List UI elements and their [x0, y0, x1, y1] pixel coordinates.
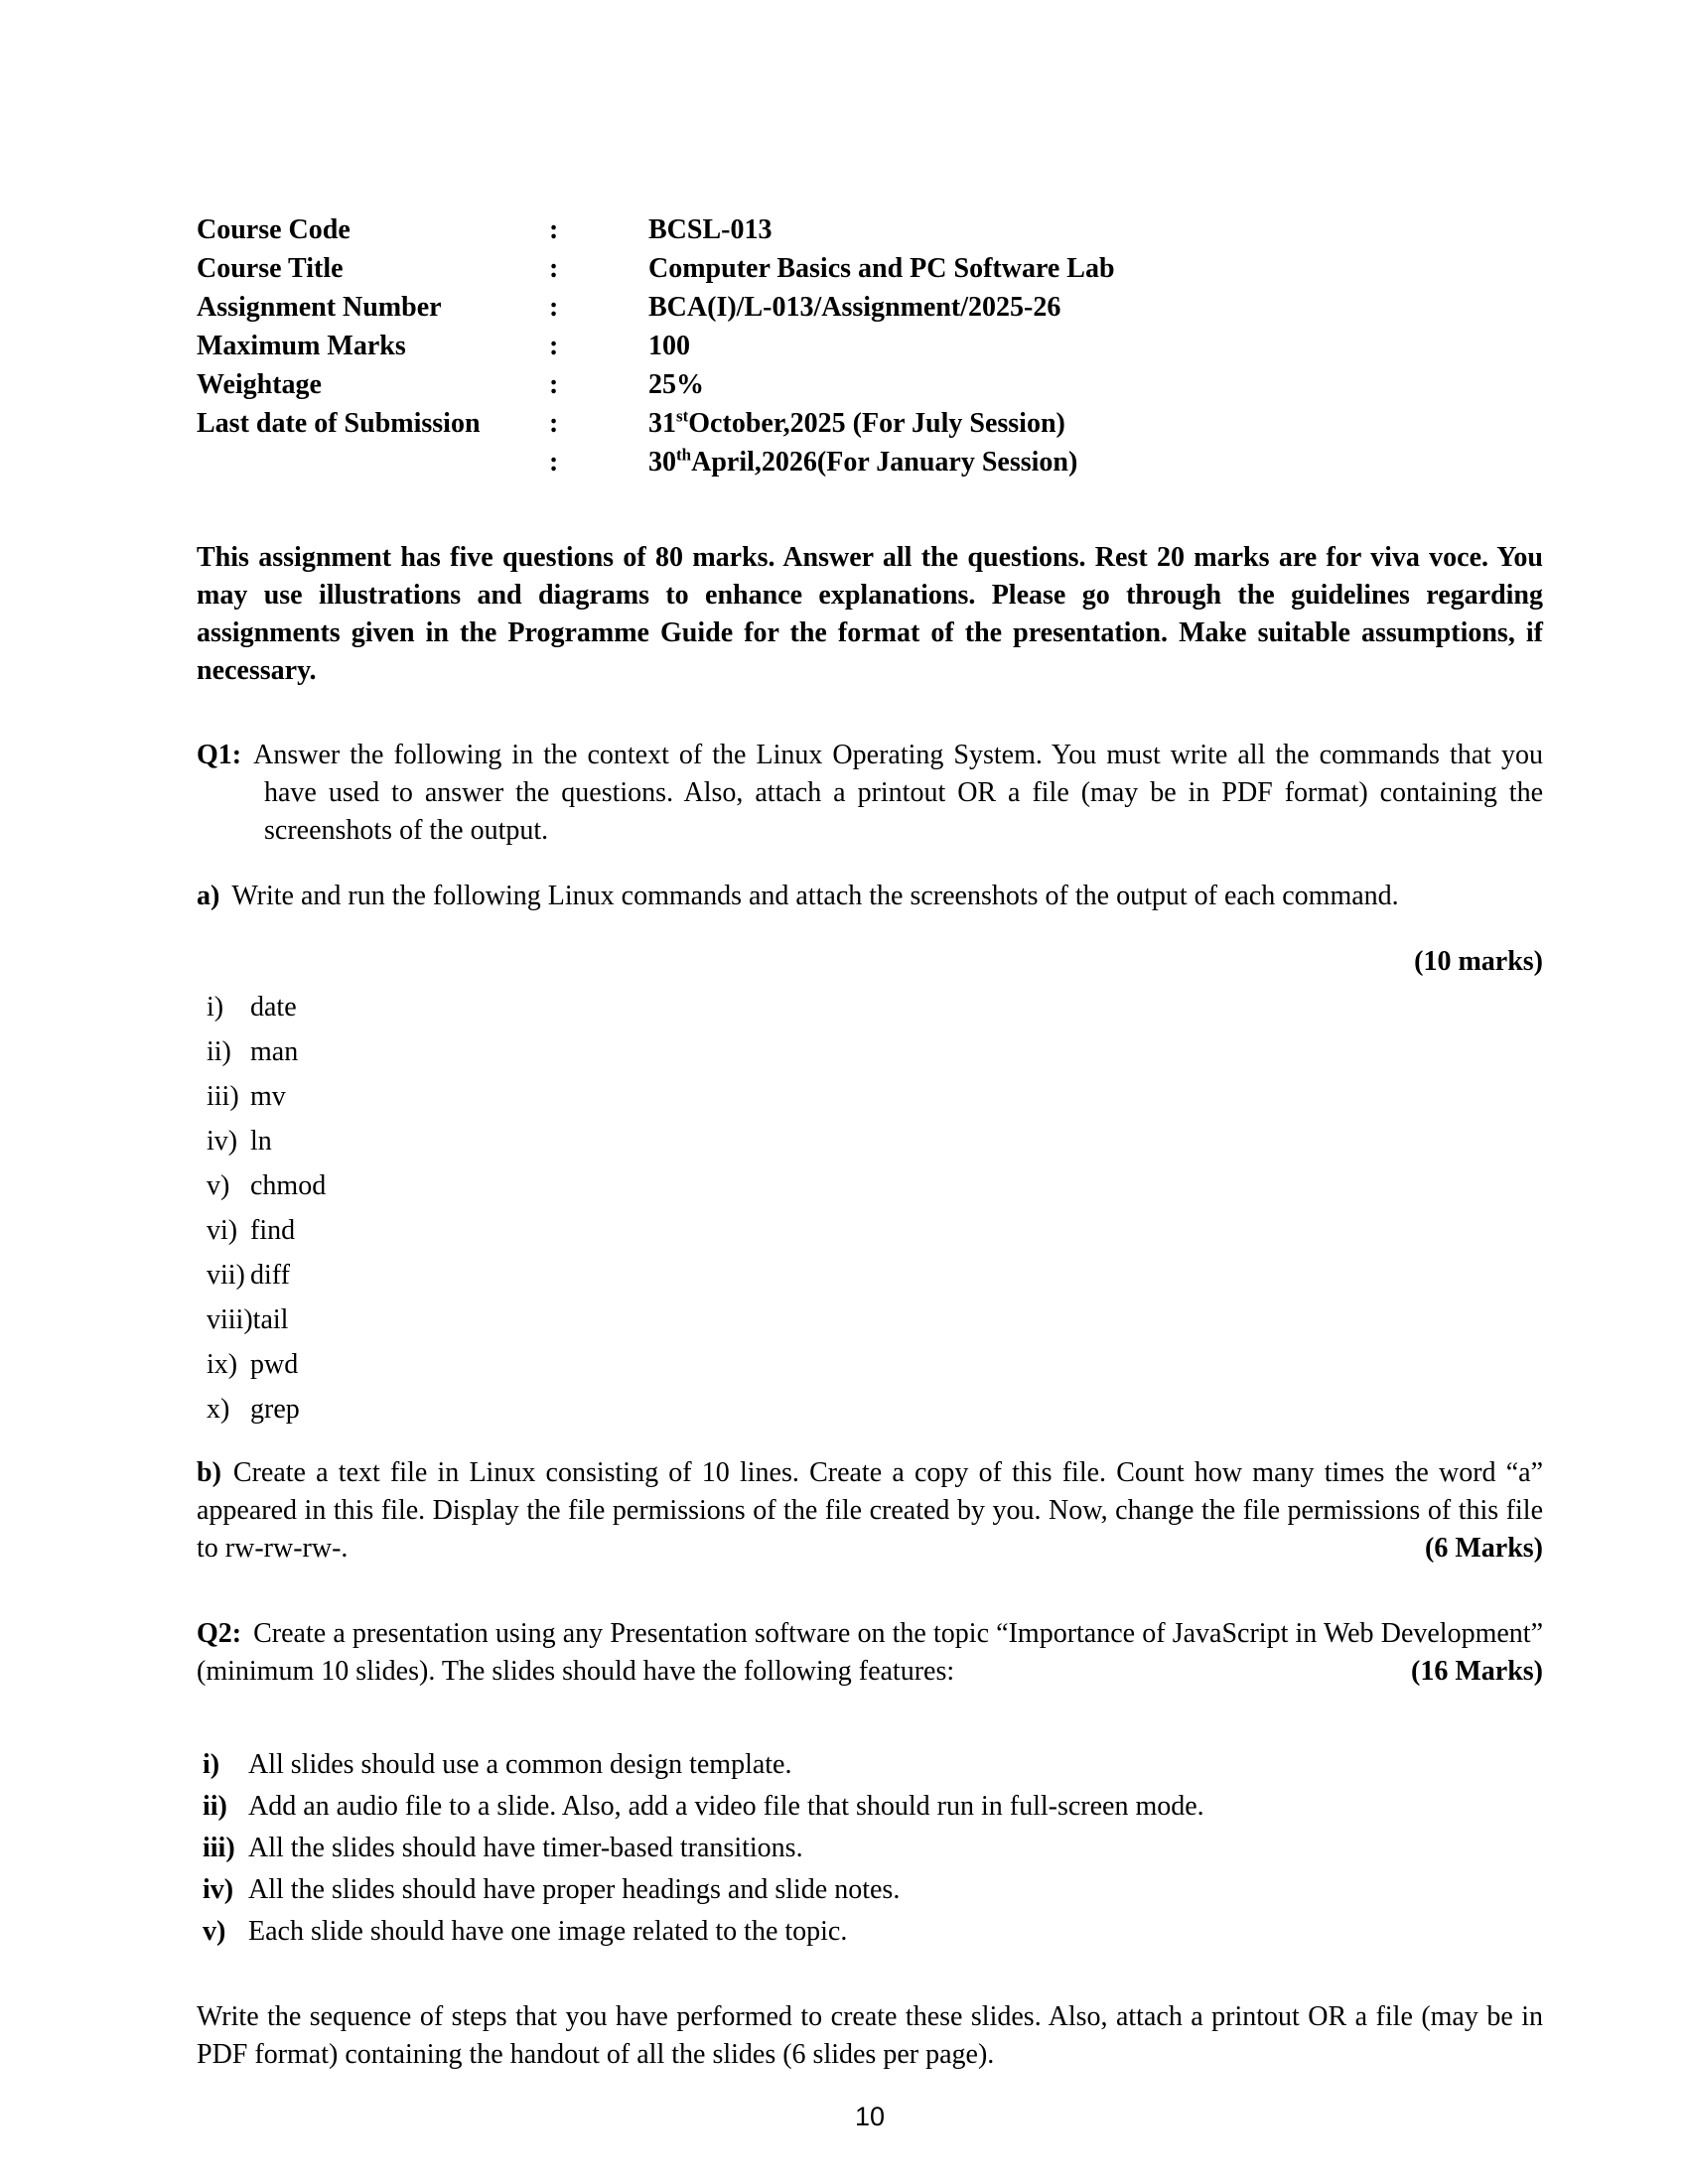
colon-separator: :: [549, 331, 559, 361]
linux-command-list: [197, 989, 1543, 1429]
q1a-label: a): [197, 881, 220, 911]
submission-date-july-row: [197, 404, 1543, 443]
feature-text: All the slides should have proper headings and slide notes.: [248, 1874, 901, 1905]
course-title-value: Computer Basics and PC Software Lab: [648, 253, 1115, 284]
command-name: mv: [250, 1081, 286, 1112]
date-day: 30: [648, 447, 676, 478]
course-title-label: Course Title: [197, 253, 344, 284]
colon-separator: :: [549, 292, 559, 323]
command-name: grep: [250, 1394, 300, 1425]
q1b-label: b): [197, 1457, 221, 1488]
colon-separator: :: [549, 214, 559, 245]
colon-separator: :: [549, 369, 559, 400]
list-numeral: i): [207, 992, 224, 1023]
list-item: [207, 1346, 1543, 1384]
q1-text: Answer the following in the context of the Linux Operating System. You must write all the commands that you have used to answer the questions. Also, attach a printout OR a file (may be in PDF format) containing the screenshots of the output.: [253, 740, 1543, 846]
list-item: [203, 1788, 1543, 1826]
date-ordinal: st: [676, 406, 689, 426]
command-name: find: [250, 1215, 296, 1246]
assignment-number-label: Assignment Number: [197, 292, 442, 323]
weightage-row: [197, 365, 1543, 404]
course-code-row: [197, 210, 1543, 249]
list-item: [207, 1033, 1543, 1071]
list-item: [207, 1212, 1543, 1250]
course-code-value: BCSL-013: [648, 214, 773, 245]
list-item: [203, 1871, 1543, 1909]
q2-text: Create a presentation using any Presentation software on the topic “Importance of JavaScript in Web Development” (minimum 10 slides). The slides should have the following features:: [197, 1618, 1543, 1687]
q1a-paragraph: [197, 878, 1543, 915]
q1a-text: Write and run the following Linux commands and attach the screenshots of the output of each command.: [231, 881, 1399, 911]
colon-separator: :: [549, 408, 559, 439]
feature-text: Each slide should have one image related to the topic.: [248, 1916, 848, 1947]
feature-text: All slides should use a common design template.: [248, 1749, 792, 1780]
command-name: chmod: [250, 1170, 327, 1201]
assignment-number-value: BCA(I)/L-013/Assignment/2025-26: [648, 292, 1061, 323]
q1b-text: Create a text file in Linux consisting of 10 lines. Create a copy of this file. Count how many times the word “a” appeared in this file. Display the file permissions of the file created by you. Now, change the file permissions of this file to rw-rw-rw-.: [197, 1457, 1543, 1564]
course-title-row: [197, 249, 1543, 288]
slide-feature-list: [197, 1746, 1543, 1951]
date-day: 31: [648, 408, 676, 439]
list-item: [203, 1830, 1543, 1867]
list-item: [207, 1078, 1543, 1116]
date-rest: October,2025 (For July Session): [688, 408, 1065, 439]
colon-separator: :: [549, 253, 559, 284]
q1b-paragraph: [197, 1454, 1543, 1568]
page-number: 10: [854, 2102, 886, 2131]
list-numeral: iv): [203, 1874, 234, 1905]
command-name: date: [250, 992, 297, 1023]
course-info-table: [197, 210, 1543, 481]
list-numeral: ii): [207, 1036, 231, 1067]
list-numeral: vi): [207, 1215, 238, 1246]
list-numeral: vii): [207, 1260, 245, 1291]
list-numeral: v): [207, 1170, 230, 1201]
maximum-marks-label: Maximum Marks: [197, 331, 406, 361]
list-numeral: v): [203, 1916, 226, 1947]
list-numeral: i): [203, 1749, 220, 1780]
q2-closing-paragraph: Write the sequence of steps that you have performed to create these slides. Also, attach a printout OR a file (may be in PDF format) containing the handout of all the slides (6 slides per page).: [197, 2001, 1543, 2070]
maximum-marks-row: [197, 327, 1543, 365]
list-item: [207, 989, 1543, 1026]
july-session-date: [648, 404, 1543, 443]
list-item: [207, 1301, 1543, 1339]
list-numeral: viii): [207, 1304, 253, 1335]
empty-label: [197, 443, 549, 481]
assignment-page: [197, 0, 1543, 2132]
list-numeral: x): [207, 1394, 230, 1425]
feature-text: Add an audio file to a slide. Also, add a video file that should run in full-screen mode.: [248, 1791, 1204, 1822]
date-rest: April,2026(For January Session): [691, 447, 1078, 478]
colon-separator: :: [549, 447, 559, 478]
command-name: diff: [250, 1260, 290, 1291]
course-code-label: Course Code: [197, 214, 351, 245]
command-name: pwd: [250, 1349, 299, 1380]
january-session-date: [648, 443, 1543, 481]
list-numeral: ix): [207, 1349, 238, 1380]
q1b-marks: (6 Marks): [1425, 1533, 1543, 1564]
command-name: tail: [252, 1304, 289, 1335]
date-ordinal: th: [676, 445, 692, 465]
list-numeral: iv): [207, 1126, 238, 1157]
assignment-number-row: [197, 288, 1543, 327]
q2-paragraph: [197, 1615, 1543, 1691]
list-item: [203, 1746, 1543, 1784]
q1-paragraph: [197, 737, 1543, 850]
list-numeral: iii): [207, 1081, 239, 1112]
q1-label: Q1:: [197, 740, 242, 770]
list-numeral: iii): [203, 1833, 235, 1863]
q2-label: Q2:: [197, 1618, 242, 1649]
last-date-label: Last date of Submission: [197, 408, 481, 439]
list-item: [207, 1167, 1543, 1205]
list-item: [207, 1123, 1543, 1160]
submission-date-january-row: [197, 443, 1543, 481]
list-item: [207, 1391, 1543, 1429]
instructions-paragraph: This assignment has five questions of 80 marks. Answer all the questions. Rest 20 marks are for viva voce. You may use illustrations and diagrams to enhance explanations. Please go through the guidelines regarding assignments given in the Programme Guide for the format of the presentation. Make suitable assumptions, if necessary.: [197, 542, 1543, 686]
command-name: ln: [250, 1126, 272, 1157]
command-name: man: [250, 1036, 299, 1067]
q2-marks: (16 Marks): [1411, 1656, 1543, 1687]
maximum-marks-value: 100: [648, 331, 690, 361]
weightage-label: Weightage: [197, 369, 322, 400]
feature-text: All the slides should have timer-based transitions.: [248, 1833, 803, 1863]
list-item: [203, 1913, 1543, 1951]
list-item: [207, 1257, 1543, 1295]
weightage-value: 25%: [648, 369, 704, 400]
list-numeral: ii): [203, 1791, 227, 1822]
q1a-marks: (10 marks): [1414, 946, 1543, 977]
